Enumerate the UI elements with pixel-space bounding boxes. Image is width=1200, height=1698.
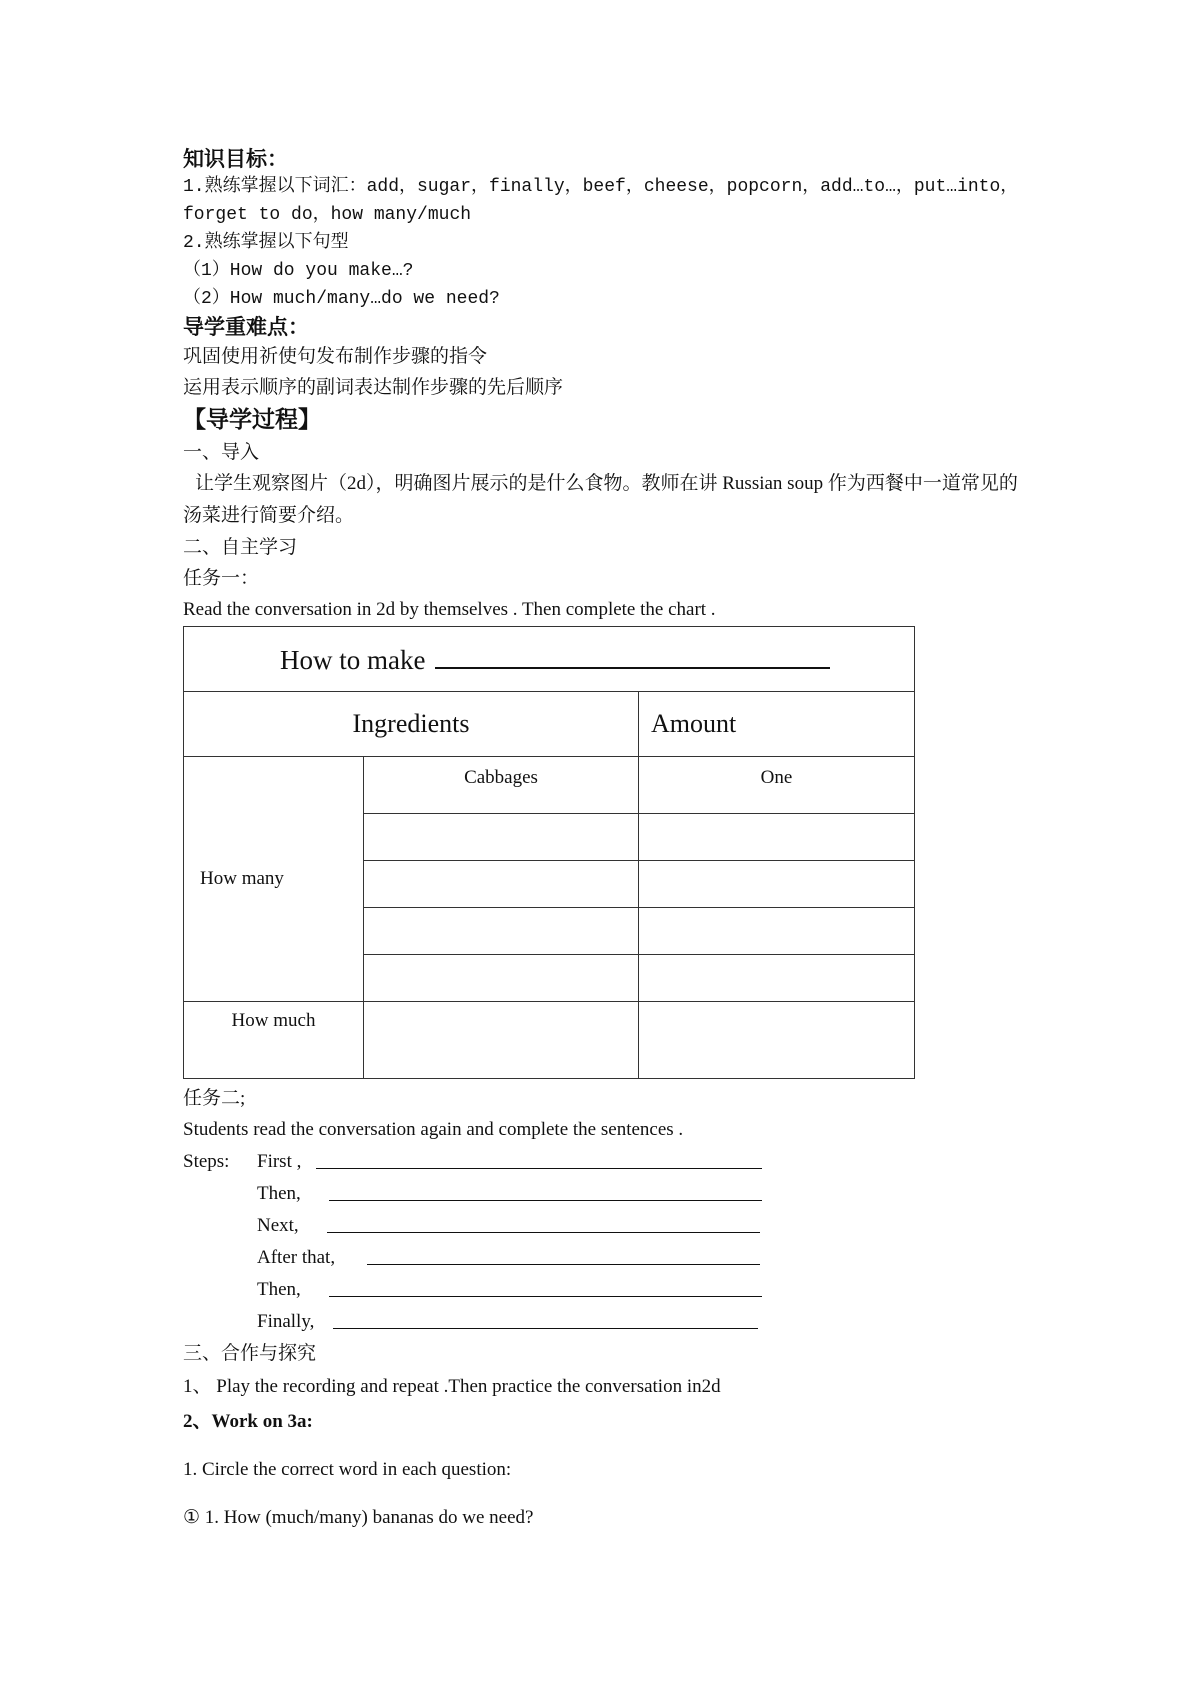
step-blank[interactable] <box>329 1178 762 1201</box>
pattern-2: （2）How much/many…do we need? <box>183 289 500 309</box>
ingredient-blank[interactable] <box>364 955 639 1002</box>
how-much-label: How much <box>184 1002 364 1079</box>
section-2-title: 二、自主学习 <box>183 537 298 558</box>
step-blank[interactable] <box>333 1306 758 1329</box>
work-3a-instruction: 1. Circle the correct word in each question: <box>183 1459 512 1480</box>
task-2-label: 任务二; <box>183 1088 246 1109</box>
ingredient-blank[interactable] <box>364 1002 639 1079</box>
step-label: Then, <box>257 1183 301 1204</box>
step-label: Next, <box>257 1215 299 1236</box>
task-1-label: 任务一： <box>183 568 260 589</box>
chart-title: How to make <box>280 644 426 675</box>
section-1-text: 让学生观察图片（2d），明确图片展示的是什么食物。教师在讲 Russian soup 作为西餐中一道常见的汤菜进行简要介绍。 <box>183 473 1018 526</box>
task-2-instruction: Students read the conversation again and complete the sentences . <box>183 1119 684 1140</box>
ingredient-blank[interactable] <box>364 861 639 908</box>
step-row <box>183 1146 1033 1178</box>
chart-title-blank[interactable] <box>435 643 830 669</box>
how-many-label: How many <box>184 757 364 1002</box>
step-row <box>183 1210 1033 1242</box>
section-3-item-2: 2、Work on 3a: <box>183 1411 313 1432</box>
step-blank[interactable] <box>329 1274 762 1297</box>
step-label: Finally, <box>257 1311 315 1332</box>
amount-cell: One <box>639 757 915 814</box>
ingredient-blank[interactable] <box>364 814 639 861</box>
step-blank[interactable] <box>316 1146 762 1169</box>
recipe-chart <box>183 626 915 1079</box>
amount-blank[interactable] <box>639 908 915 955</box>
step-row <box>183 1306 1033 1338</box>
ingredients-header: Ingredients <box>184 692 639 757</box>
steps-block <box>183 1146 1033 1338</box>
step-label: After that, <box>257 1247 336 1268</box>
step-label: Then, <box>257 1279 301 1300</box>
worksheet-page <box>183 145 1033 1534</box>
chart-title-cell <box>184 627 915 692</box>
step-blank[interactable] <box>367 1242 760 1265</box>
section-3-item-1: 1、 Play the recording and repeat .Then practice the conversation in2d <box>183 1376 721 1397</box>
steps-prefix: Steps: <box>183 1151 230 1172</box>
ingredient-cell: Cabbages <box>364 757 639 814</box>
section-3-title: 三、合作与探究 <box>183 1343 317 1364</box>
pattern-heading: 2.熟练掌握以下句型 <box>183 233 349 253</box>
step-row <box>183 1242 1033 1274</box>
step-label: First , <box>257 1151 302 1172</box>
key-points-heading: 导学重难点： <box>183 315 309 339</box>
section-1-title: 一、导入 <box>183 442 260 463</box>
amount-blank[interactable] <box>639 861 915 908</box>
key-point-2: 运用表示顺序的副词表达制作步骤的先后顺序 <box>183 377 564 398</box>
step-blank[interactable] <box>327 1210 760 1233</box>
step-row <box>183 1274 1033 1306</box>
question-1: ① 1. How (much/many) bananas do we need? <box>183 1507 534 1528</box>
ingredient-blank[interactable] <box>364 908 639 955</box>
objectives-heading: 知识目标： <box>183 147 288 171</box>
step-row <box>183 1178 1033 1210</box>
amount-blank[interactable] <box>639 1002 915 1079</box>
key-point-1: 巩固使用祈使句发布制作步骤的指令 <box>183 346 488 367</box>
task-1-instruction: Read the conversation in 2d by themselves . Then complete the chart . <box>183 599 716 620</box>
amount-blank[interactable] <box>639 814 915 861</box>
vocab-line-1: 1.熟练掌握以下词汇：add，sugar，finally，beef，cheese，popcorn，add…to…，put…into， <box>183 177 1019 197</box>
process-heading: 【导学过程】 <box>183 407 321 432</box>
amount-header: Amount <box>639 692 915 757</box>
vocab-line-2: forget to do，how many/much <box>183 205 472 225</box>
pattern-1: （1）How do you make…? <box>183 261 414 281</box>
amount-blank[interactable] <box>639 955 915 1002</box>
